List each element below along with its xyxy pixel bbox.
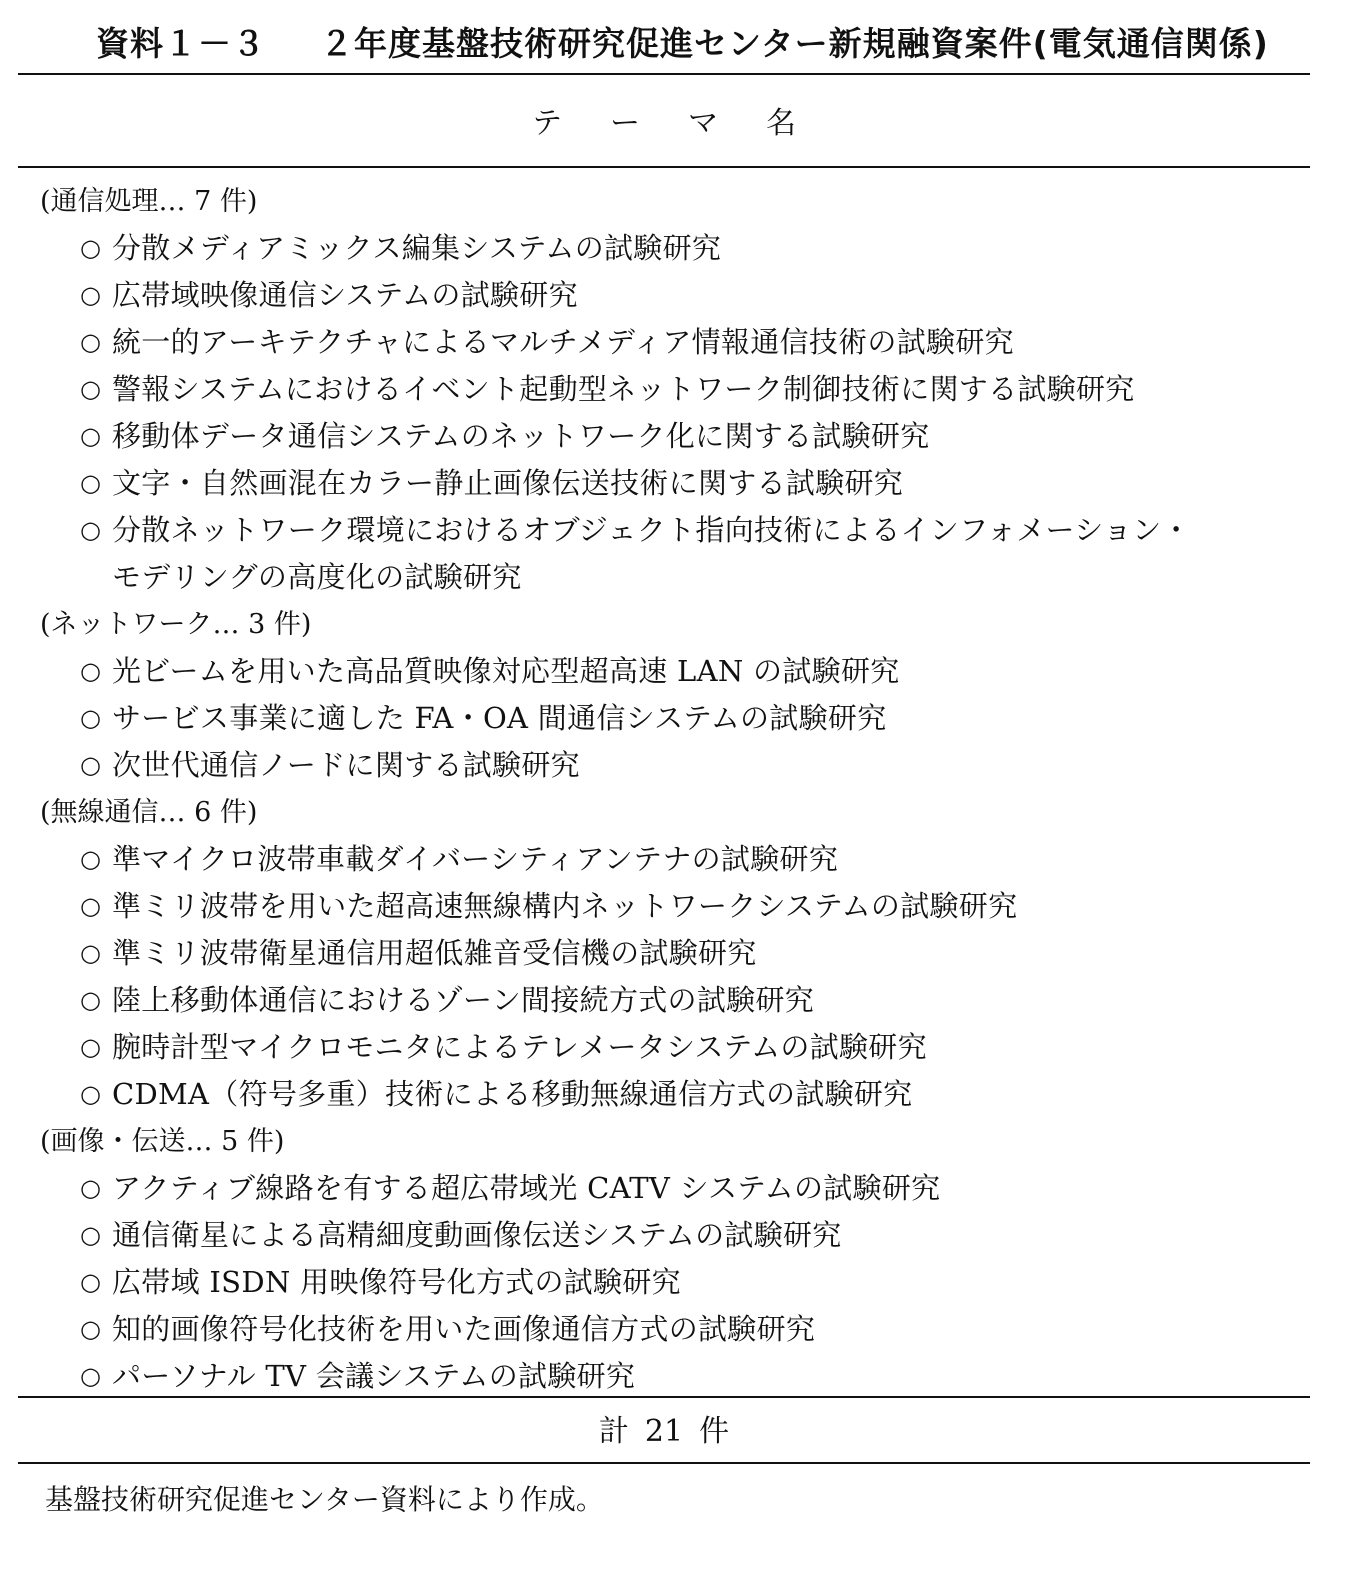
theme-item-text: 分散ネットワーク環境におけるオブジェクト指向技術によるインフォメーション・ xyxy=(112,513,1191,547)
theme-item xyxy=(40,1071,1310,1118)
document-title xyxy=(96,22,1316,66)
bullet-circle-icon: ○ xyxy=(80,986,102,1014)
bullet-circle-icon: ○ xyxy=(80,1174,102,1202)
theme-item xyxy=(40,272,1310,319)
theme-item xyxy=(40,1259,1310,1306)
bullet-circle-icon: ○ xyxy=(80,751,102,779)
theme-item-text: 通信衛星による高精細度動画像伝送システムの試験研究 xyxy=(112,1218,842,1252)
theme-item xyxy=(40,460,1310,507)
bullet-circle-icon: ○ xyxy=(80,516,102,544)
total-count: 21 xyxy=(644,1414,684,1449)
theme-item xyxy=(40,319,1310,366)
bullet-circle-icon: ○ xyxy=(80,704,102,732)
theme-item xyxy=(40,1306,1310,1353)
theme-item-text: 準ミリ波帯衛星通信用超低雑音受信機の試験研究 xyxy=(112,936,757,970)
bullet-circle-icon: ○ xyxy=(80,1033,102,1061)
theme-item-text: 光ビームを用いた高品質映像対応型超高速 LAN の試験研究 xyxy=(112,654,900,688)
bullet-circle-icon: ○ xyxy=(80,469,102,497)
bullet-circle-icon: ○ xyxy=(80,1080,102,1108)
theme-item-text: 広帯域映像通信システムの試験研究 xyxy=(112,278,578,312)
theme-item xyxy=(40,507,1310,554)
theme-item xyxy=(40,413,1310,460)
total-row xyxy=(18,1408,1310,1456)
total-bottom-rule xyxy=(18,1462,1310,1464)
bullet-circle-icon: ○ xyxy=(80,845,102,873)
theme-item xyxy=(40,836,1310,883)
theme-item xyxy=(40,366,1310,413)
category-heading: (通信処理… 7 件) xyxy=(40,186,258,217)
theme-item xyxy=(40,1353,1310,1400)
theme-item-text: 陸上移動体通信におけるゾーン間接続方式の試験研究 xyxy=(112,983,815,1017)
theme-list xyxy=(40,178,1310,1400)
bullet-circle-icon: ○ xyxy=(80,1362,102,1390)
title-label: 資料１－３ xyxy=(96,24,266,63)
title-text: ２年度基盤技術研究促進センター新規融資案件(電気通信関係) xyxy=(320,24,1269,63)
theme-item xyxy=(40,1024,1310,1071)
bullet-circle-icon: ○ xyxy=(80,281,102,309)
theme-item-text: 分散メディアミックス編集システムの試験研究 xyxy=(112,231,722,265)
theme-item-text: 広帯域 ISDN 用映像符号化方式の試験研究 xyxy=(112,1265,681,1299)
category-heading: (無線通信… 6 件) xyxy=(40,797,258,828)
theme-item xyxy=(40,883,1310,930)
bullet-circle-icon: ○ xyxy=(80,1268,102,1296)
theme-item-text: 知的画像符号化技術を用いた画像通信方式の試験研究 xyxy=(112,1312,816,1346)
theme-item-text: パーソナル TV 会議システムの試験研究 xyxy=(112,1359,636,1393)
total-prefix: 計 xyxy=(598,1414,629,1449)
theme-item-text: 準マイクロ波帯車載ダイバーシティアンテナの試験研究 xyxy=(112,842,839,876)
theme-item xyxy=(40,648,1310,695)
list-bottom-rule xyxy=(18,1396,1310,1398)
column-header: テーマ名 xyxy=(532,106,844,141)
bullet-circle-icon: ○ xyxy=(80,1315,102,1343)
bullet-circle-icon: ○ xyxy=(80,939,102,967)
theme-item-text: アクティブ線路を有する超広帯域光 CATV システムの試験研究 xyxy=(112,1171,941,1205)
bullet-circle-icon: ○ xyxy=(80,422,102,450)
theme-item xyxy=(40,554,1310,601)
category-heading: (ネットワーク… 3 件) xyxy=(40,609,312,640)
theme-item-text: 統一的アーキテクチャによるマルチメディア情報通信技術の試験研究 xyxy=(112,325,1014,359)
theme-item-text: モデリングの高度化の試験研究 xyxy=(112,560,522,594)
theme-item xyxy=(40,695,1310,742)
theme-item-text: 準ミリ波帯を用いた超高速無線構内ネットワークシステムの試験研究 xyxy=(112,889,1018,923)
bullet-circle-icon: ○ xyxy=(80,657,102,685)
theme-item-text: 次世代通信ノードに関する試験研究 xyxy=(112,748,580,782)
bullet-circle-icon: ○ xyxy=(80,328,102,356)
bullet-circle-icon: ○ xyxy=(80,1221,102,1249)
theme-item xyxy=(40,742,1310,789)
category-heading: (画像・伝送… 5 件) xyxy=(40,1126,285,1157)
header-rule xyxy=(18,166,1310,168)
theme-item-text: 警報システムにおけるイベント起動型ネットワーク制御技術に関する試験研究 xyxy=(112,372,1135,406)
theme-item xyxy=(40,225,1310,272)
top-rule xyxy=(18,73,1310,75)
theme-item-text: 移動体データ通信システムのネットワーク化に関する試験研究 xyxy=(112,419,930,453)
theme-item-text: 腕時計型マイクロモニタによるテレメータシステムの試験研究 xyxy=(112,1030,927,1064)
theme-item xyxy=(40,977,1310,1024)
theme-item xyxy=(40,1212,1310,1259)
theme-item-text: CDMA（符号多重）技術による移動無線通信方式の試験研究 xyxy=(112,1077,913,1111)
source-note: 基盤技術研究促進センター資料により作成。 xyxy=(45,1483,604,1516)
bullet-circle-icon: ○ xyxy=(80,234,102,262)
theme-item xyxy=(40,930,1310,977)
theme-item xyxy=(40,1165,1310,1212)
theme-item-text: 文字・自然画混在カラー静止画像伝送技術に関する試験研究 xyxy=(112,466,904,500)
bullet-circle-icon: ○ xyxy=(80,375,102,403)
theme-item-text: サービス事業に適した FA・OA 間通信システムの試験研究 xyxy=(112,701,887,735)
total-suffix: 件 xyxy=(699,1414,730,1449)
bullet-circle-icon: ○ xyxy=(80,892,102,920)
